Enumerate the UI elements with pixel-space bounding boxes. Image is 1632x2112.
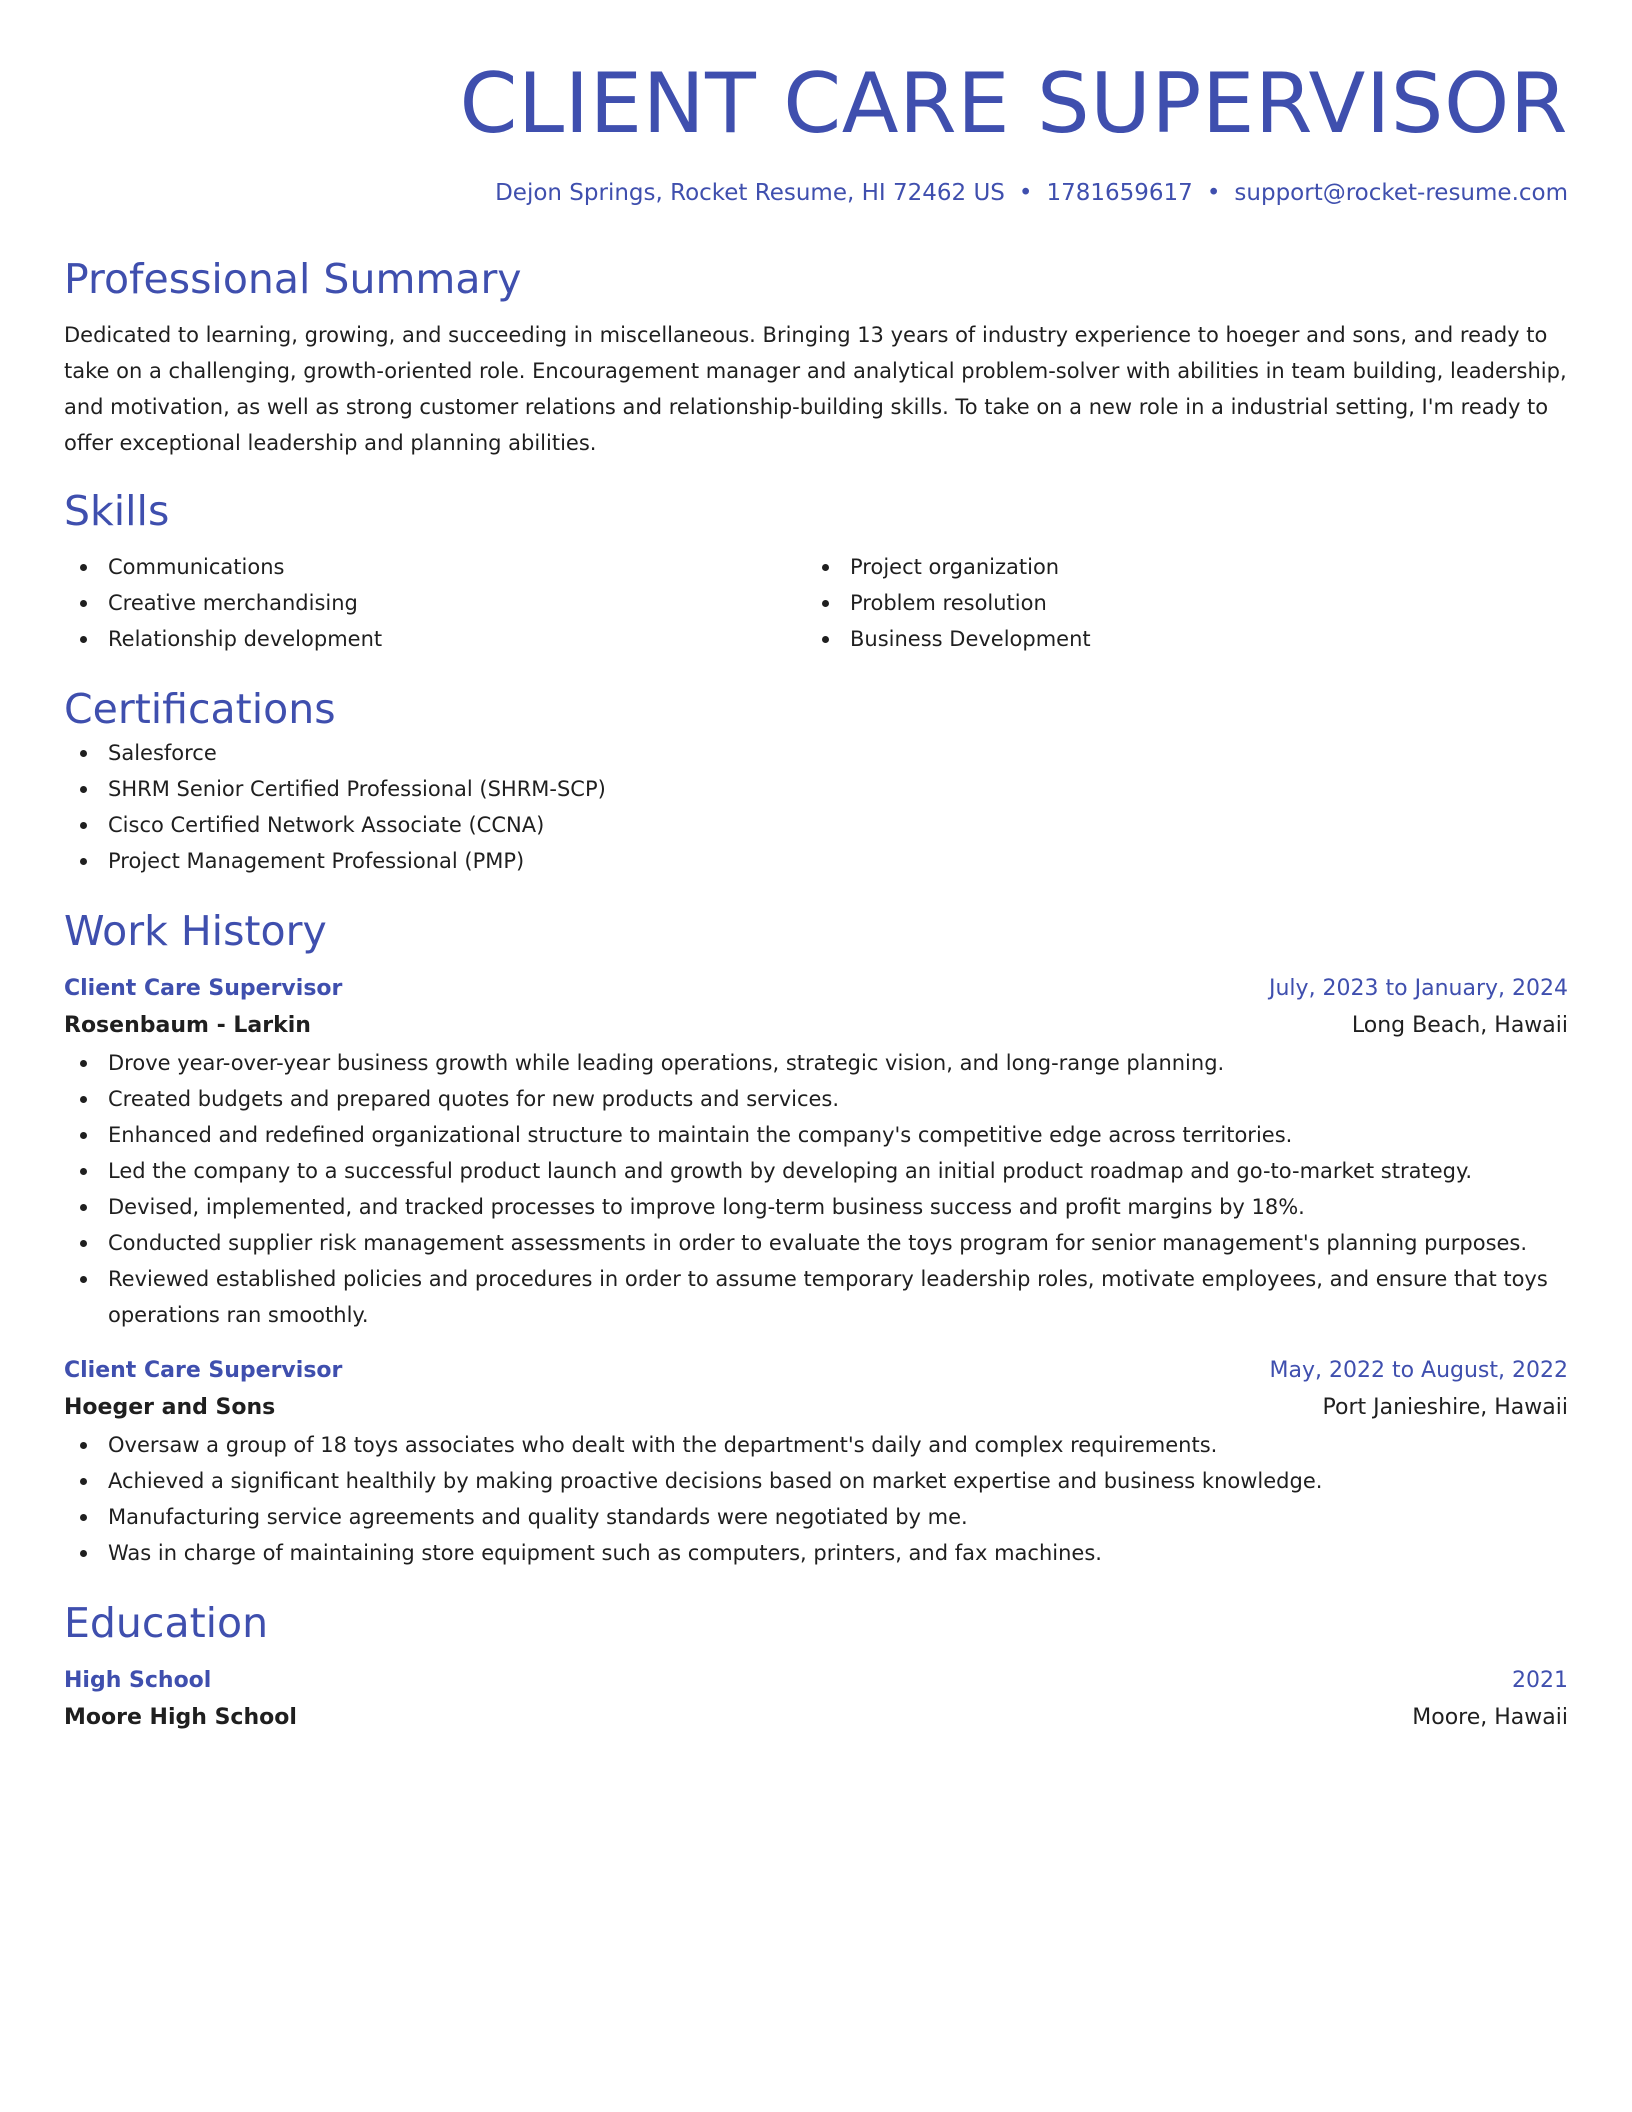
job-location: Long Beach, Hawaii — [1351, 1013, 1568, 1038]
job-bullets — [64, 1427, 1568, 1571]
skill-item: Creative merchandising — [64, 585, 806, 621]
skill-item: Project organization — [806, 549, 1548, 585]
job-bullets — [64, 1045, 1568, 1333]
job-bullet: Manufacturing service agreements and quality standards were negotiated by me. — [64, 1499, 1568, 1535]
contact-separator: • — [1018, 180, 1033, 206]
skill-item: Business Development — [806, 621, 1548, 657]
summary-heading: Professional Summary — [64, 255, 522, 303]
certification-item: Cisco Certified Network Associate (CCNA) — [64, 807, 1568, 843]
certification-item: Project Management Professional (PMP) — [64, 843, 1568, 879]
job-bullet: Achieved a significant healthily by making proactive decisions based on market expertise and business knowledge. — [64, 1463, 1568, 1499]
work-history-heading: Work History — [64, 907, 327, 955]
education-location: Moore, Hawaii — [1412, 1705, 1568, 1730]
job-role: Client Care Supervisor — [64, 1358, 343, 1383]
job-bullet: Enhanced and redefined organizational structure to maintain the company's competitive edge across territories. — [64, 1117, 1568, 1153]
job-bullet: Conducted supplier risk management assessments in order to evaluate the toys program for senior management's planning purposes. — [64, 1225, 1568, 1261]
skill-item: Problem resolution — [806, 585, 1548, 621]
job-dates: July, 2023 to January, 2024 — [1269, 976, 1568, 1001]
job-entry — [64, 1353, 1568, 1571]
contact-address: Dejon Springs, Rocket Resume, HI 72462 US — [495, 180, 1005, 206]
summary-text: Dedicated to learning, growing, and succeeding in miscellaneous. Bringing 13 years of industry experience to hoeger and sons, and ready to take on a challenging, growth-oriented role. Encouragement manager and analytical problem-solver with abilities in team building, leadership, and motivation, as well as strong customer relations and relationship-building skills. To take on a new role in a industrial setting, I'm ready to offer exceptional leadership and planning abilities. — [64, 323, 1567, 455]
job-bullet: Oversaw a group of 18 toys associates who dealt with the department's daily and complex requirements. — [64, 1427, 1568, 1463]
contact-phone: 1781659617 — [1046, 180, 1193, 206]
education-school: Moore High School — [64, 1705, 297, 1730]
job-dates: May, 2022 to August, 2022 — [1269, 1358, 1568, 1383]
job-bullet: Devised, implemented, and tracked processes to improve long-term business success and profit margins by 18%. — [64, 1189, 1568, 1225]
skills-column-left — [64, 549, 806, 657]
job-bullet: Created budgets and prepared quotes for new products and services. — [64, 1081, 1568, 1117]
certification-item: SHRM Senior Certified Professional (SHRM-SCP) — [64, 771, 1568, 807]
certifications-heading: Certifications — [64, 685, 336, 733]
certifications-list — [64, 735, 1568, 879]
skill-item: Relationship development — [64, 621, 806, 657]
job-bullet: Drove year-over-year business growth while leading operations, strategic vision, and long-range planning. — [64, 1045, 1568, 1081]
skills-heading: Skills — [64, 487, 170, 535]
education-entry — [64, 1663, 1568, 1737]
education-year: 2021 — [1512, 1668, 1568, 1693]
skills-grid — [64, 549, 1568, 657]
resume-page — [64, 0, 1568, 1737]
resume-title: CLIENT CARE SUPERVISOR — [459, 55, 1568, 152]
education-degree: High School — [64, 1668, 212, 1693]
contact-email[interactable]: support@rocket-resume.com — [1234, 180, 1568, 206]
skill-item: Communications — [64, 549, 806, 585]
contact-line — [64, 177, 1568, 209]
education-heading: Education — [64, 1599, 269, 1647]
job-bullet: Was in charge of maintaining store equipment such as computers, printers, and fax machines. — [64, 1535, 1568, 1571]
contact-separator: • — [1206, 180, 1221, 206]
certification-item: Salesforce — [64, 735, 1568, 771]
job-company: Hoeger and Sons — [64, 1395, 276, 1420]
job-bullet: Led the company to a successful product launch and growth by developing an initial product roadmap and go-to-market strategy. — [64, 1153, 1568, 1189]
job-company: Rosenbaum - Larkin — [64, 1013, 311, 1038]
job-role: Client Care Supervisor — [64, 976, 343, 1001]
skills-column-right — [806, 549, 1548, 657]
job-bullet: Reviewed established policies and procedures in order to assume temporary leadership roles, motivate employees, and ensure that toys operations ran smoothly. — [64, 1261, 1568, 1333]
job-location: Port Janieshire, Hawaii — [1322, 1395, 1568, 1420]
job-entry — [64, 971, 1568, 1333]
